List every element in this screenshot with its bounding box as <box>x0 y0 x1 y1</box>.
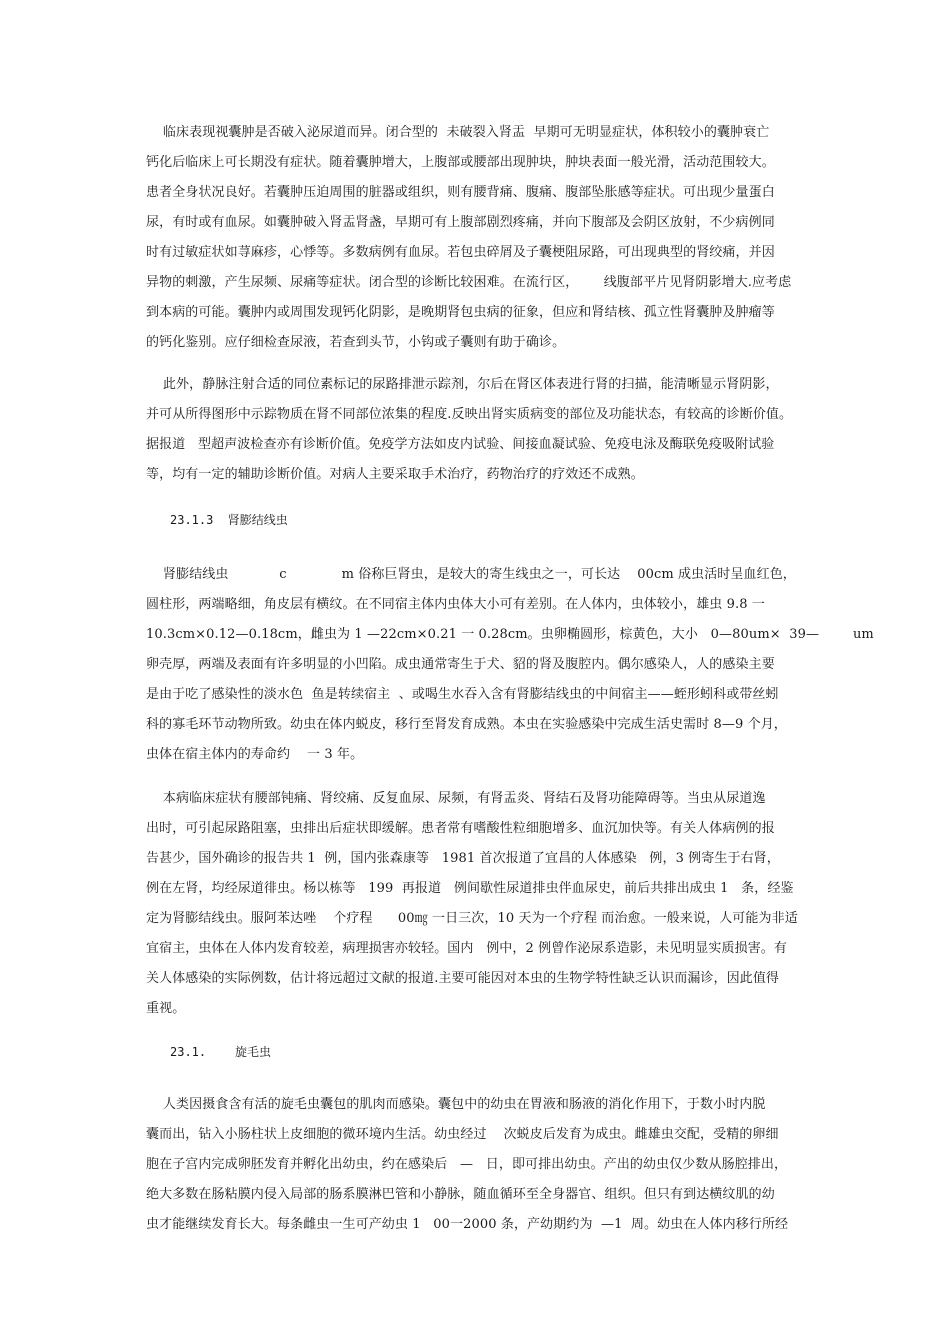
text-line: 等，均有一定的辅助诊断价值。对病人主要采取手术治疗，药物治疗的疗效还不成熟。 <box>146 467 644 482</box>
text-line: 虫才能继续发育长大。每条雌虫一生可产幼虫 1 00一2000 条，产幼期约为 —1 周。幼虫在人体内移行所经 <box>146 1217 789 1232</box>
text-line: 定为肾膨结线虫。服阿苯达唑 个疗程 00㎎ 一日三次，10 天为一个疗程 而治愈。一般来说，人可能为非适 <box>146 911 798 926</box>
text-line: 绝大多数在肠粘膜内侵入局部的肠系膜淋巴管和小静脉，随血循环至全身器官、组织。但只有到达横纹肌的幼 <box>146 1187 775 1202</box>
text-line: 虫体在宿主体内的寿命约 一 3 年。 <box>146 747 364 762</box>
text-line: 肾膨结线虫 c m 俗称巨肾虫，是较大的寄生线虫之一，可长达 00cm 成虫活时呈血红色， <box>146 567 796 582</box>
text-line: 是由于吃了感染性的淡水色 鱼是转续宿主 、或喝生水吞入含有肾膨结线虫的中间宿主——蛭形蚓科或带丝蚓 <box>146 687 779 702</box>
paragraph-kidney-worm-symptoms <box>146 784 816 1024</box>
text-line: 临床表现视囊肿是否破入泌尿道而异。闭合型的 未破裂入肾盂 早期可无明显症状，体积较小的囊肿衰亡 <box>146 125 770 140</box>
section-heading-trichinella: 23.1. 旋毛虫 <box>170 1045 272 1059</box>
text-line: 并可从所得图形中示踪物质在肾不同部位浓集的程度.反映出肾实质病变的部位及功能状态，有较高的诊断价值。 <box>146 407 793 422</box>
text-line: 囊而出，钻入小肠柱状上皮细胞的微环境内生活。幼虫经过 次蜕皮后发育为成虫。雌雄虫交配，受精的卵细 <box>146 1127 779 1142</box>
text-line: 科的寡毛环节动物所致。幼虫在体内蜕皮，移行至肾发育成熟。本虫在实验感染中完成生活史需时 8—9 个月， <box>146 717 787 732</box>
text-line: 时有过敏症状如荨麻疹，心悸等。多数病例有血尿。若包虫碎屑及子囊梗阻尿路，可出现典型的肾绞痛，并因 <box>146 245 775 260</box>
text-line: 据报道 型超声波检查亦有诊断价值。免疫学方法如皮内试验、间接血凝试验、免疫电泳及酶联免疫吸附试验 <box>146 437 775 452</box>
text-line: 出时，可引起尿路阻塞，虫排出后症状即缓解。患者常有嗜酸性粒细胞增多、血沉加快等。有关人体病例的报 <box>146 821 775 836</box>
paragraph-clinical-manifestations <box>146 118 816 358</box>
text-line: 卵壳厚，两端及表面有许多明显的小凹陷。成虫通常寄生于犬、貂的肾及腹腔内。偶尔感染人，人的感染主要 <box>146 657 775 672</box>
text-line: 此外，静脉注射合适的同位素标记的尿路排泄示踪剂，尔后在肾区体表进行肾的扫描，能清晰显示肾阴影， <box>146 377 779 392</box>
text-line: 的钙化鉴别。应仔细检查尿液，若查到头节，小钩或子囊则有助于确诊。 <box>146 335 566 350</box>
text-line: 胞在子宫内完成卵胚发育并孵化出幼虫，约在感染后 — 日，即可排出幼虫。产出的幼虫仅少数从肠腔排出， <box>146 1157 788 1172</box>
text-line: 重视。 <box>146 1001 186 1016</box>
text-line: 10.3cm×0.12—0.18cm，雌虫为 1 —22cm×0.21 一 0.28cm。虫卵椭圆形，棕黄色，大小 0—80um× 39— um <box>146 627 874 642</box>
text-line: 告甚少，国外确诊的报告共 1 例，国内张森康等 1981 首次报道了宜昌的人体感染 例，3 例寄生于右肾， <box>146 851 780 866</box>
paragraph-kidney-worm-description <box>146 560 874 770</box>
paragraph-trichinella <box>146 1090 816 1240</box>
section-heading-kidney-worm: 23.1.3 肾膨结线虫 <box>170 513 288 527</box>
text-line: 圆柱形，两端略细，角皮层有横纹。在不同宿主体内虫体大小可有差别。在人体内，虫体较小，雄虫 9.8 一 <box>146 597 765 612</box>
text-line: 例在左肾，均经尿道徘虫。杨以栋等 199 再报道 例间歇性尿道排虫伴血尿史，前后共排出成虫 1 条，经鉴 <box>146 881 794 896</box>
paragraph-diagnosis <box>146 370 816 490</box>
text-line: 关人体感染的实际例数，估计将远超过文献的报道.主要可能因对本虫的生物学特性缺乏认识而漏诊，因此值得 <box>146 971 780 986</box>
text-line: 本病临床症状有腰部钝痛、肾绞痛、反复血尿、尿频，有肾盂炎、肾结石及肾功能障碍等。当虫从尿道逸 <box>146 791 766 806</box>
text-line: 钙化后临床上可长期没有症状。随着囊肿增大，上腹部或腰部出现肿块，肿块表面一般光滑，活动范围较大。 <box>146 155 775 170</box>
text-line: 人类因摄食含有活的旋毛虫囊包的肌肉而感染。囊包中的幼虫在胃液和肠液的消化作用下，于数小时内脱 <box>146 1097 766 1112</box>
text-line: 尿，有时或有血尿。如囊肿破入肾盂肾盏，早期可有上腹部剧烈疼痛，并向下腹部及会阴区放射，不少病例同 <box>146 215 775 230</box>
text-line: 患者全身状况良好。若囊肿压迫周围的脏器或组织，则有腰背痛、腹痛、腹部坠胀感等症状。可出现少量蛋白 <box>146 185 775 200</box>
text-line: 异物的刺激，产生尿频、尿痛等症状。闭合型的诊断比较困难。在流行区， 线腹部平片见肾阴影增大.应考虑 <box>146 275 792 290</box>
text-line: 宜宿主，虫体在人体内发育较差，病理损害亦较轻。国内 例中，2 例曾作泌尿系造影，未见明显实质损害。有 <box>146 941 788 956</box>
text-line: 到本病的可能。囊肿内或周围发现钙化阴影，是晚期肾包虫病的征象，但应和肾结核、孤立性肾囊肿及肿瘤等 <box>146 305 775 320</box>
